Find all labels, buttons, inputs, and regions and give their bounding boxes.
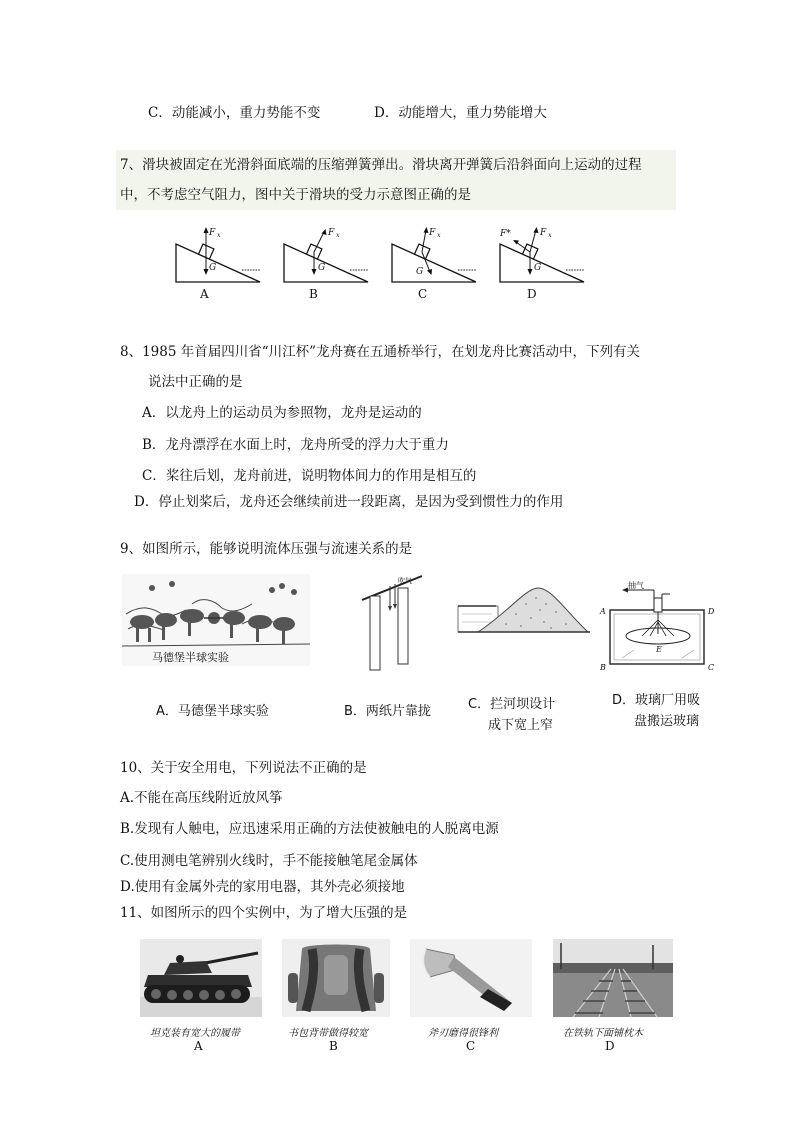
q7-a-force-g-label: G xyxy=(209,263,217,273)
q9-option-b: B．两纸片靠拢 xyxy=(344,704,431,719)
q11-caption-c: 斧刃磨得很锋利 xyxy=(428,1028,498,1039)
q8-option-c: C．桨往后划，龙舟前进，说明物体间力的作用是相互的 xyxy=(142,468,477,484)
q9-option-c-line2: 成下宽上窄 xyxy=(488,718,554,733)
q9-image-a-caption: 马德堡半球实验 xyxy=(152,651,229,664)
q11-image-a-tank xyxy=(140,939,262,1017)
q11-label-d: D xyxy=(605,1039,615,1053)
q9-d-corner-b: B xyxy=(600,663,606,672)
q11-label-c: C xyxy=(466,1039,476,1053)
q7-d-force-g-label: G xyxy=(534,263,542,273)
force-subscript: x xyxy=(215,232,221,239)
q9-option-d-line2: 盘搬运玻璃 xyxy=(634,714,700,729)
q7-label-c: C xyxy=(418,287,428,301)
q7-label-a: A xyxy=(200,287,209,301)
q9-image-d-label: 抽气 xyxy=(628,581,644,590)
q7-d-force-f-label: F $_x$ xyxy=(540,228,552,239)
q8-option-d: D．停止划桨后，龙舟还会继续前进一段距离，是因为受到惯性力的作用 xyxy=(134,494,564,510)
q7-label-b: B xyxy=(309,287,318,301)
q7-diagram-b xyxy=(284,228,368,282)
q11-stem: 11、如图所示的四个实例中，为了增大压强的是 xyxy=(120,905,408,921)
q9-d-corner-a: A xyxy=(600,607,606,616)
q9-d-corner-d: D xyxy=(708,607,715,616)
q9-image-a-magdeburg xyxy=(122,574,310,666)
q11-label-b: B xyxy=(329,1039,338,1053)
q11-image-c-axe xyxy=(410,939,532,1017)
q7-label-d: D xyxy=(527,287,537,301)
q10-option-b: B.发现有人触电，应迅速采用正确的方法使被触电的人脱离电源 xyxy=(120,821,499,837)
q7-stem-line1: 7、滑块被固定在光滑斜面底端的压缩弹簧弹出。滑块离开弹簧后沿斜面向上运动的过程 xyxy=(120,157,642,173)
force-subscript: x xyxy=(546,232,552,239)
q11-caption-b: 书包背带做得较宽 xyxy=(288,1028,368,1039)
q7-diagram-d xyxy=(499,227,584,282)
q10-stem: 10、关于安全用电，下列说法不正确的是 xyxy=(120,760,367,776)
q8-option-b: B．龙舟漂浮在水面上时，龙舟所受的浮力大于重力 xyxy=(142,437,449,453)
q6-option-d: D．动能增大，重力势能增大 xyxy=(374,105,547,121)
q10-option-a: A.不能在高压线附近放风筝 xyxy=(120,790,283,806)
q11-image-b-backpack xyxy=(282,939,390,1017)
q7-stem-line2: 中，不考虑空气阻力，图中关于滑块的受力示意图正确的是 xyxy=(120,187,471,203)
force-subscript: x xyxy=(334,232,340,239)
q7-c-force-g-label: G xyxy=(416,267,424,277)
q9-option-d-line1: D．玻璃厂用吸 xyxy=(612,693,701,708)
q11-image-d-railway xyxy=(553,939,673,1017)
force-subscript: x xyxy=(435,232,441,239)
q9-d-corner-c: C xyxy=(708,663,715,672)
q8-stem-line2: 说法中正确的是 xyxy=(148,374,243,390)
q7-b-force-g-label: G xyxy=(318,263,326,273)
q9-option-a: A．马德堡半球实验 xyxy=(156,704,269,719)
q8-option-a: A．以龙舟上的运动员为参照物，龙舟是运动的 xyxy=(142,405,422,421)
q7-c-force-f-label: F $_x$ xyxy=(429,228,441,239)
q10-option-d: D.使用有金属外壳的家用电器，其外壳必须接地 xyxy=(120,879,405,895)
q6-option-c: C．动能减小，重力势能不变 xyxy=(148,105,321,121)
q9-image-d-suction xyxy=(598,580,720,674)
q7-diagram-a xyxy=(176,227,260,282)
q9-option-c-line1: C．拦河坝设计 xyxy=(468,697,556,712)
q9-image-b-papers xyxy=(360,574,430,674)
q7-a-force-f-label: F $_x$ xyxy=(209,228,221,239)
q9-image-b-label: 吹气 xyxy=(398,577,412,585)
q10-option-c: C.使用测电笔辨别火线时，手不能接触笔尾金属体 xyxy=(120,853,418,869)
q9-stem: 9、如图所示，能够说明流体压强与流速关系的是 xyxy=(120,541,413,557)
q7-diagram-c xyxy=(392,227,476,282)
q7-d-force-fstar-label: F* xyxy=(500,229,511,239)
q11-caption-a: 坦克装有宽大的履带 xyxy=(150,1028,240,1039)
q8-stem-line1: 8、1985 年首届四川省“川江杯”龙舟赛在五通桥举行，在划龙舟比赛活动中，下列有关 xyxy=(120,344,641,360)
q9-image-c-dam xyxy=(456,584,590,638)
q11-label-a: A xyxy=(194,1039,203,1053)
q7-b-force-f-label: F $_x$ xyxy=(328,228,340,239)
q11-caption-d: 在铁轨下面铺枕木 xyxy=(563,1028,643,1039)
q9-d-corner-e: E xyxy=(656,645,662,654)
